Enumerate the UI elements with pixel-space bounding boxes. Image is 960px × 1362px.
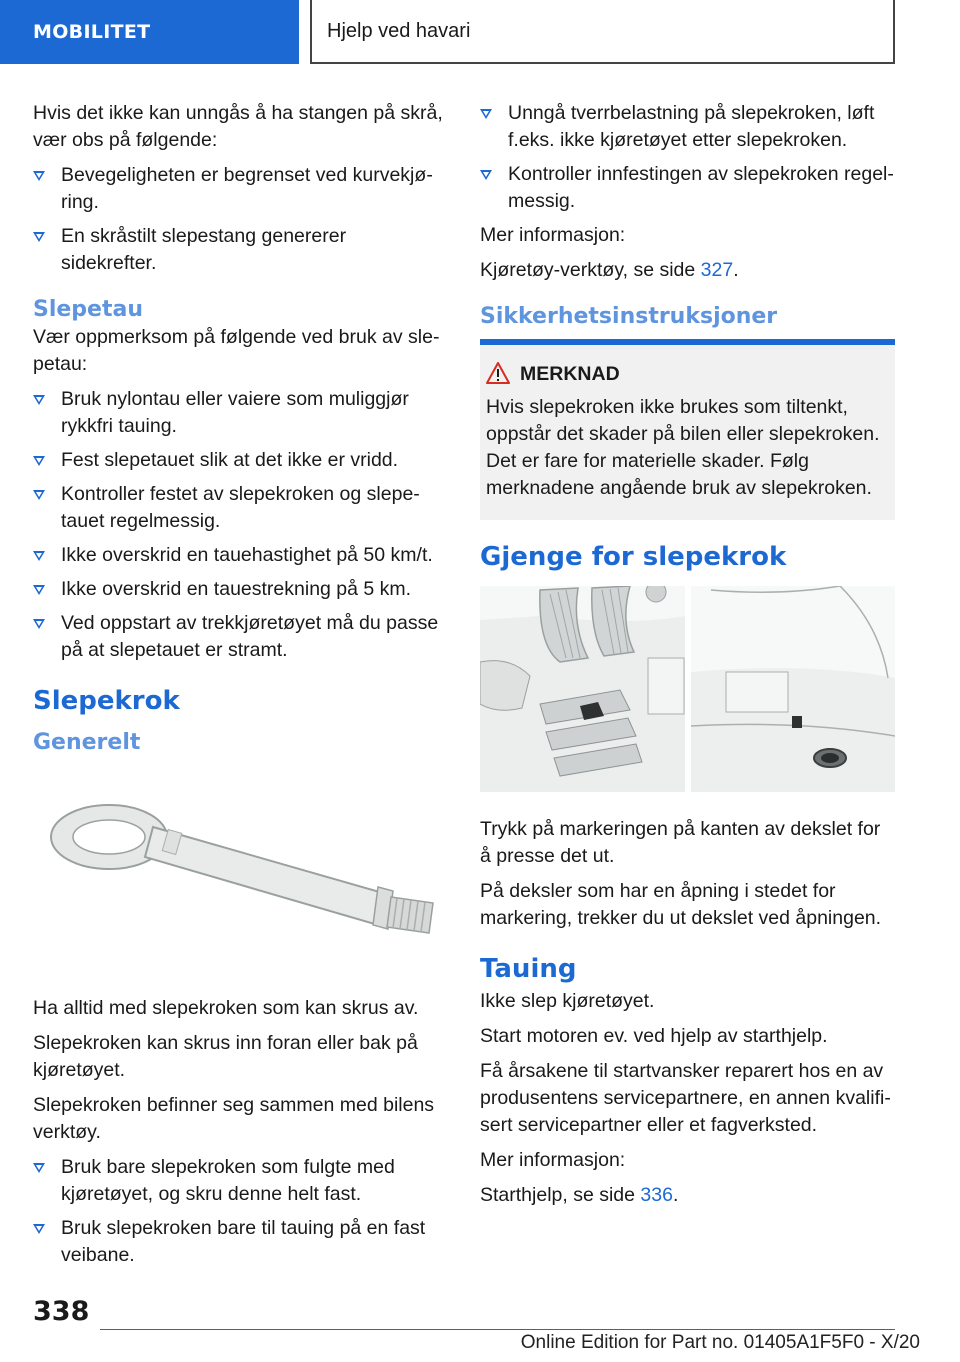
towing-paragraph-1: Ikke slep kjøretøyet.	[480, 990, 655, 1012]
notice-text: Hvis slepekroken ikke brukes som tiltenkt, oppstår det skader på bilen eller slepekroken. Det er fare for materielle skader. Følg merknadene angående bruk av slepekroken.	[486, 396, 880, 499]
tow-hook-cover-illustration	[480, 586, 895, 792]
list-item: Fest slepetauet slik at det ikke er vridd.	[33, 447, 446, 474]
list-item: Ikke overskrid en tauestrekning på 5 km.	[33, 576, 446, 603]
warning-triangle-icon	[486, 362, 510, 384]
bullet-triangle-icon	[33, 551, 45, 561]
bullet-triangle-icon	[33, 171, 45, 181]
bullet-triangle-icon	[33, 619, 45, 629]
thread-heading: Gjenge for slepekrok	[480, 542, 787, 572]
generelt-paragraph-3: Slepekroken befinner seg sammen med bilens verktøy.	[33, 1094, 435, 1143]
generelt-paragraph-2: Slepekroken kan skrus inn foran eller bak på kjøretøyet.	[33, 1032, 418, 1081]
list-item: Bruk bare slepekroken som fulgte med kjøretøyet, og skru denne helt fast.	[33, 1154, 446, 1208]
list-item: Kontroller festet av slepekroken og slepetauet regelmessig.	[33, 481, 446, 535]
bullet-triangle-icon	[33, 232, 45, 242]
intro-bullet-list	[33, 162, 446, 277]
towing-heading: Tauing	[480, 954, 577, 984]
generelt-paragraph-1: Ha alltid med slepekroken som kan skrus av.	[33, 997, 419, 1019]
notice-box	[480, 339, 895, 520]
generelt-bullet-list	[33, 1154, 446, 1269]
top-bullet-list	[480, 100, 895, 215]
bullet-triangle-icon	[33, 490, 45, 500]
bullet-triangle-icon	[480, 109, 492, 119]
list-item: Kontroller innfestingen av slepekroken regelmessig.	[480, 161, 895, 215]
more-info-label-2: Mer informasjon:	[480, 1149, 626, 1171]
chapter-title: Hjelp ved havari	[310, 0, 895, 64]
list-item: Unngå tverrbelastning på slepekroken, løft f.eks. ikke kjøretøyet etter slepekroken.	[480, 100, 895, 154]
more-info-label: Mer informasjon:	[480, 224, 626, 246]
list-item: Ikke overskrid en tauehastighet på 50 km/t.	[33, 542, 446, 569]
slepetau-bullet-list	[33, 386, 446, 664]
section-tab: MOBILITET	[0, 0, 299, 64]
intro-paragraph: Hvis det ikke kan unngås å ha stangen på skrå, vær obs på følgende:	[33, 102, 443, 151]
slepetau-paragraph: Vær oppmerksom på følgende ved bruk av slepetau:	[33, 326, 440, 375]
footer-divider	[100, 1329, 895, 1330]
page-number: 338	[33, 1296, 90, 1327]
safety-heading: Sikkerhetsinstruksjoner	[480, 304, 778, 329]
thread-paragraph-1: Trykk på markeringen på kanten av dekslet for å presse det ut.	[480, 818, 881, 867]
bullet-triangle-icon	[33, 395, 45, 405]
list-item: Ved oppstart av trekkjøretøyet må du passe på at slepetauet er stramt.	[33, 610, 446, 664]
page-link-336[interactable]: 336	[640, 1184, 673, 1206]
list-item: Bruk nylontau eller vaiere som muliggjør rykkfri tauing.	[33, 386, 446, 440]
reference-vehicle-tools: Kjøretøy-verktøy, se side 327.	[480, 259, 739, 281]
bullet-triangle-icon	[33, 1224, 45, 1234]
bullet-triangle-icon	[480, 170, 492, 180]
bullet-triangle-icon	[33, 1163, 45, 1173]
left-column	[33, 100, 446, 1276]
reference-jump-start: Starthjelp, se side 336.	[480, 1184, 679, 1206]
bullet-triangle-icon	[33, 585, 45, 595]
footer-edition: Online Edition for Part no. 01405A1F5F0 - X/20	[520, 1332, 920, 1353]
bullet-triangle-icon	[33, 456, 45, 466]
thread-paragraph-2: På deksler som har en åpning i stedet for markering, trekker du ut dekslet ved åpningen.	[480, 880, 882, 929]
notice-title: MERKNAD	[520, 363, 885, 386]
slepekrok-heading: Slepekrok	[33, 686, 180, 716]
towing-paragraph-2: Start motoren ev. ved hjelp av starthjelp.	[480, 1025, 828, 1047]
slepetau-heading: Slepetau	[33, 297, 143, 322]
page-link-327[interactable]: 327	[700, 259, 734, 281]
towing-paragraph-3: Få årsakene til startvansker reparert hos en av produsentens servicepartnere, en annen kvalifisert servicepartner eller et fagverksted.	[480, 1060, 891, 1136]
list-item: Bevegeligheten er begrenset ved kurvekjøring.	[33, 162, 446, 216]
tow-hook-illustration	[33, 775, 446, 975]
right-column	[480, 100, 895, 1217]
generelt-heading: Generelt	[33, 730, 141, 755]
list-item: En skråstilt slepestang genererer sidekrefter.	[33, 223, 446, 277]
list-item: Bruk slepekroken bare til tauing på en fast veibane.	[33, 1215, 446, 1269]
